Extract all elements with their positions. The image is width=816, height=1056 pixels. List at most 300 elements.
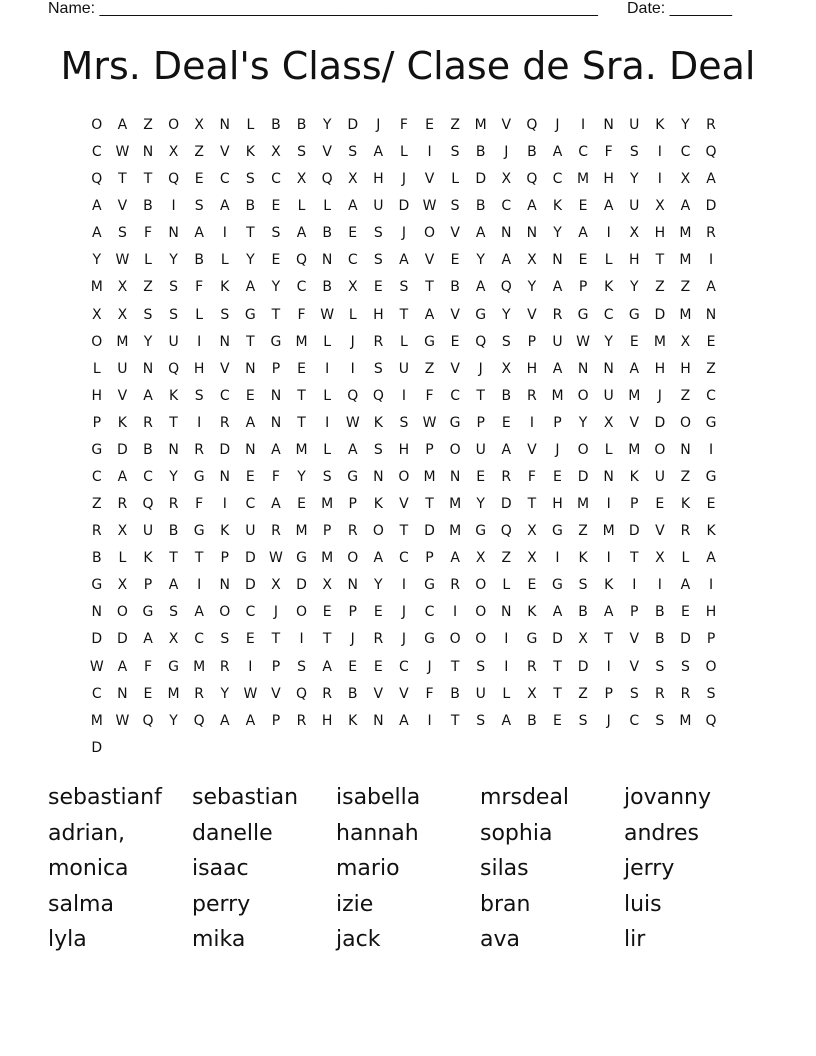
grid-letter: S: [245, 171, 255, 188]
grid-letter: B: [527, 144, 537, 161]
grid-letter: E: [373, 658, 383, 675]
grid-letter: B: [450, 279, 460, 296]
grid-letter: P: [604, 685, 613, 702]
grid-letter: Q: [142, 496, 154, 513]
grid-letter: T: [527, 496, 537, 513]
grid-letter: S: [194, 387, 204, 404]
grid-letter: G: [449, 414, 461, 431]
grid-letter: N: [270, 414, 282, 431]
grid-letter: I: [222, 225, 227, 242]
grid-letter: W: [115, 144, 130, 161]
grid-letter: F: [195, 279, 204, 296]
grid-letter: H: [526, 360, 538, 377]
grid-letter: T: [476, 387, 485, 404]
grid-letter: L: [323, 198, 332, 215]
grid-letter: W: [115, 712, 130, 729]
grid-letter: I: [708, 577, 714, 594]
grid-letter: B: [655, 631, 665, 648]
grid-letter: X: [168, 631, 179, 648]
grid-letter: O: [475, 577, 487, 594]
grid-letter: M: [679, 306, 692, 323]
grid-letter: J: [401, 225, 406, 242]
grid-letter: P: [476, 414, 485, 431]
grid-letter: Z: [143, 279, 153, 296]
grid-letter: G: [244, 306, 256, 323]
grid-letter: X: [527, 550, 537, 567]
grid-letter: J: [555, 441, 560, 458]
grid-letter: X: [527, 685, 537, 702]
grid-letter: Y: [476, 496, 485, 513]
grid-letter: M: [449, 523, 462, 540]
grid-letter: J: [657, 387, 662, 404]
grid-letter: Z: [680, 469, 691, 486]
grid-letter: A: [245, 712, 256, 729]
grid-letter: Z: [194, 144, 204, 161]
grid-letter: K: [604, 279, 614, 296]
grid-letter: K: [680, 496, 691, 513]
grid-letter: E: [681, 604, 690, 621]
grid-letter: X: [501, 171, 512, 188]
grid-letter: Y: [502, 306, 511, 323]
word-list-item: lyla: [48, 927, 87, 952]
grid-letter: S: [655, 658, 665, 675]
grid-letter: L: [348, 306, 357, 323]
grid-letter: V: [399, 496, 409, 513]
grid-letter: X: [117, 577, 128, 594]
grid-letter: V: [629, 414, 640, 431]
word-list-item: mario: [336, 856, 400, 881]
grid-letter: O: [654, 441, 666, 458]
grid-letter: P: [578, 279, 588, 296]
grid-letter: A: [245, 414, 256, 431]
grid-letter: A: [117, 469, 128, 486]
grid-letter: Q: [526, 171, 538, 188]
grid-letter: Z: [424, 360, 435, 377]
grid-letter: P: [271, 360, 281, 377]
grid-letter: N: [91, 604, 103, 621]
grid-letter: U: [373, 198, 384, 215]
grid-letter: I: [197, 414, 202, 431]
word-list-item: mrsdeal: [480, 785, 570, 810]
grid-letter: Y: [143, 333, 153, 350]
grid-letter: X: [168, 144, 179, 161]
grid-letter: X: [603, 414, 614, 431]
grid-letter: X: [117, 306, 128, 323]
grid-letter: B: [143, 198, 153, 215]
grid-letter: A: [475, 225, 486, 242]
grid-letter: V: [629, 631, 640, 648]
grid-letter: G: [296, 550, 307, 567]
grid-letter: T: [246, 333, 255, 350]
word-list-item: hannah: [336, 820, 419, 846]
grid-letter: R: [501, 469, 512, 486]
grid-letter: X: [680, 333, 691, 350]
grid-letter: C: [629, 712, 640, 729]
grid-letter: R: [373, 631, 384, 648]
grid-letter: N: [552, 252, 563, 269]
grid-letter: Z: [92, 496, 102, 513]
grid-letter: T: [425, 279, 434, 296]
grid-letter: M: [116, 333, 129, 350]
word-list-item: ava: [480, 927, 520, 952]
grid-letter: K: [348, 712, 358, 729]
grid-letter: A: [168, 577, 179, 594]
grid-letter: M: [653, 333, 666, 350]
grid-letter: K: [168, 387, 179, 404]
grid-letter: X: [527, 523, 537, 540]
grid-letter: M: [167, 685, 180, 702]
grid-letter: M: [577, 496, 590, 513]
word-list-item: silas: [480, 856, 529, 881]
grid-letter: F: [271, 469, 280, 486]
grid-letter: N: [449, 469, 461, 486]
grid-letter: S: [271, 225, 281, 242]
grid-letter: C: [552, 171, 563, 188]
grid-letter: U: [398, 360, 410, 377]
grid-letter: S: [297, 144, 306, 161]
grid-letter: Y: [604, 333, 613, 350]
grid-letter: X: [680, 171, 691, 188]
grid-letter: U: [142, 523, 154, 540]
grid-letter: N: [526, 225, 538, 242]
grid-letter: C: [603, 306, 614, 323]
grid-letter: Y: [220, 685, 230, 702]
grid-letter: N: [603, 117, 614, 133]
grid-letter: X: [655, 198, 665, 215]
grid-letter: X: [578, 631, 588, 648]
grid-letter: D: [577, 658, 589, 675]
grid-letter: D: [654, 414, 666, 431]
grid-letter: L: [323, 333, 332, 350]
grid-letter: H: [680, 360, 691, 377]
grid-letter: O: [116, 604, 128, 621]
grid-letter: A: [322, 658, 332, 675]
grid-letter: V: [424, 171, 435, 188]
word-list-item: perry: [192, 891, 251, 917]
grid-letter: I: [427, 144, 432, 161]
grid-letter: B: [347, 685, 358, 702]
grid-letter: P: [348, 604, 357, 621]
grid-letter: J: [427, 658, 432, 675]
grid-letter: C: [245, 604, 256, 621]
grid-letter: J: [273, 604, 279, 621]
grid-letter: U: [603, 387, 614, 404]
grid-letter: I: [401, 387, 406, 404]
grid-letter: G: [526, 631, 538, 648]
grid-letter: T: [297, 387, 306, 404]
grid-letter: W: [345, 414, 360, 431]
grid-letter: X: [322, 577, 332, 594]
grid-letter: H: [654, 360, 666, 377]
grid-letter: I: [401, 577, 406, 594]
grid-letter: F: [143, 658, 153, 675]
grid-letter: E: [706, 333, 716, 350]
grid-letter: U: [654, 469, 665, 486]
grid-letter: C: [578, 144, 588, 161]
grid-letter: N: [373, 469, 384, 486]
grid-letter: Q: [500, 523, 512, 540]
grid-letter: W: [422, 414, 437, 431]
grid-letter: L: [246, 117, 255, 133]
grid-letter: O: [475, 631, 487, 648]
grid-letter: X: [117, 279, 128, 296]
grid-letter: I: [581, 117, 586, 133]
grid-letter: M: [321, 496, 334, 513]
grid-letter: G: [270, 333, 282, 350]
grid-letter: I: [299, 631, 304, 648]
grid-letter: E: [322, 604, 332, 621]
grid-letter: I: [453, 604, 458, 621]
grid-letter: Z: [501, 550, 512, 567]
grid-letter: N: [142, 360, 154, 377]
grid-letter: E: [501, 414, 511, 431]
grid-letter: A: [603, 604, 614, 621]
grid-letter: E: [450, 252, 460, 269]
grid-letter: L: [451, 171, 460, 188]
grid-letter: M: [295, 523, 308, 540]
grid-letter: Z: [655, 279, 665, 296]
grid-letter: A: [706, 171, 716, 188]
grid-letter: O: [577, 387, 589, 404]
grid-letter: W: [243, 685, 258, 702]
grid-letter: M: [551, 387, 564, 404]
grid-letter: D: [117, 631, 128, 648]
grid-letter: O: [679, 414, 691, 431]
grid-letter: N: [219, 117, 230, 133]
grid-letter: X: [347, 279, 358, 296]
grid-letter: K: [373, 414, 383, 431]
grid-letter: E: [578, 198, 588, 215]
grid-letter: I: [606, 225, 611, 242]
grid-letter: G: [193, 523, 205, 540]
grid-letter: D: [654, 306, 666, 323]
grid-letter: Q: [168, 360, 180, 377]
grid-letter: Q: [475, 333, 487, 350]
grid-letter: D: [398, 198, 410, 215]
grid-letter: A: [373, 144, 384, 161]
word-list-item: salma: [48, 891, 114, 917]
grid-letter: X: [629, 225, 640, 242]
grid-letter: A: [143, 387, 153, 404]
grid-letter: A: [501, 252, 512, 269]
grid-letter: O: [296, 604, 308, 621]
grid-letter: D: [475, 171, 487, 188]
grid-letter: G: [552, 523, 563, 540]
grid-letter: S: [629, 144, 639, 161]
grid-letter: E: [425, 117, 434, 133]
grid-letter: B: [245, 198, 256, 215]
grid-letter: M: [423, 469, 436, 486]
grid-letter: H: [193, 360, 205, 377]
grid-letter: Z: [143, 117, 153, 133]
grid-letter: V: [219, 360, 230, 377]
word-list-item: bran: [480, 891, 531, 917]
grid-letter: J: [350, 333, 355, 350]
word-list-item: sebastianf: [48, 785, 162, 810]
grid-letter: D: [244, 577, 256, 594]
grid-letter: J: [401, 171, 406, 188]
grid-letter: S: [373, 360, 383, 377]
grid-letter: Y: [681, 117, 690, 133]
grid-letter: I: [555, 550, 560, 567]
grid-letter: B: [655, 604, 665, 621]
grid-letter: J: [401, 631, 406, 648]
grid-letter: S: [220, 306, 230, 323]
grid-letter: A: [578, 225, 588, 242]
grid-letter: C: [424, 604, 435, 621]
word-list-item: mika: [192, 927, 246, 952]
grid-letter: V: [399, 685, 409, 702]
grid-letter: E: [706, 496, 716, 513]
grid-letter: E: [245, 387, 255, 404]
grid-letter: C: [706, 387, 716, 404]
grid-letter: N: [577, 360, 589, 377]
grid-letter: N: [603, 469, 614, 486]
grid-letter: K: [655, 117, 665, 133]
grid-letter: S: [681, 658, 690, 675]
grid-letter: M: [295, 333, 308, 350]
grid-letter: L: [604, 441, 613, 458]
grid-letter: S: [476, 712, 486, 729]
grid-letter: J: [401, 604, 406, 621]
grid-letter: D: [577, 469, 589, 486]
grid-letter: J: [350, 631, 355, 648]
grid-letter: V: [450, 360, 460, 377]
grid-letter: R: [194, 441, 205, 458]
grid-letter: J: [504, 144, 509, 161]
grid-letter: T: [143, 171, 153, 188]
grid-letter: G: [475, 523, 487, 540]
grid-letter: X: [475, 550, 486, 567]
grid-letter: Y: [271, 279, 281, 296]
grid-letter: F: [425, 387, 434, 404]
grid-letter: X: [117, 523, 128, 540]
grid-letter: E: [297, 360, 306, 377]
grid-letter: H: [552, 496, 563, 513]
grid-letter: Y: [578, 414, 588, 431]
grid-letter: V: [450, 306, 460, 323]
grid-letter: V: [373, 685, 384, 702]
grid-letter: A: [399, 252, 409, 269]
grid-letter: E: [194, 171, 204, 188]
grid-letter: L: [297, 198, 306, 215]
grid-letter: A: [424, 306, 435, 323]
grid-letter: S: [373, 225, 383, 242]
grid-letter: L: [604, 252, 613, 269]
grid-letter: D: [219, 441, 231, 458]
grid-letter: I: [325, 414, 330, 431]
grid-letter: E: [476, 469, 486, 486]
grid-letter: Q: [142, 712, 154, 729]
grid-letter: P: [348, 496, 357, 513]
grid-letter: S: [706, 685, 716, 702]
grid-letter: T: [553, 685, 562, 702]
grid-letter: M: [321, 550, 334, 567]
grid-letter: N: [245, 360, 256, 377]
grid-letter: Y: [169, 252, 178, 269]
grid-letter: P: [630, 496, 639, 513]
grid-letter: T: [169, 550, 178, 567]
grid-letter: T: [118, 171, 127, 188]
grid-letter: E: [271, 252, 281, 269]
grid-letter: E: [553, 469, 562, 486]
word-list-item: izie: [336, 891, 374, 917]
grid-letter: I: [632, 577, 637, 594]
grid-letter: S: [194, 198, 204, 215]
grid-letter: X: [527, 252, 537, 269]
grid-letter: H: [373, 306, 384, 323]
grid-letter: I: [657, 577, 662, 594]
grid-letter: R: [706, 225, 716, 242]
grid-letter: M: [628, 387, 641, 404]
word-list-item: monica: [48, 856, 129, 881]
grid-letter: Q: [500, 279, 512, 296]
grid-letter: Y: [476, 252, 485, 269]
grid-letter: D: [500, 496, 512, 513]
grid-letter: A: [92, 198, 102, 215]
grid-letter: E: [373, 279, 383, 296]
grid-letter: M: [628, 441, 641, 458]
grid-letter: Y: [553, 225, 562, 242]
grid-letter: T: [629, 550, 639, 567]
grid-letter: L: [681, 550, 690, 567]
grid-letter: F: [527, 469, 536, 486]
grid-letter: S: [655, 712, 665, 729]
grid-letter: A: [219, 198, 230, 215]
grid-letter: A: [347, 198, 358, 215]
grid-letter: Y: [92, 252, 102, 269]
grid-letter: L: [195, 306, 204, 323]
grid-letter: A: [552, 144, 563, 161]
grid-letter: S: [143, 306, 153, 323]
grid-letter: A: [706, 279, 716, 296]
grid-letter: O: [347, 550, 359, 567]
grid-letter: C: [501, 198, 512, 215]
grid-letter: E: [629, 333, 639, 350]
grid-letter: I: [504, 631, 509, 648]
grid-letter: O: [168, 117, 180, 133]
grid-letter: C: [143, 469, 153, 486]
grid-letter: R: [168, 496, 179, 513]
grid-letter: A: [271, 441, 281, 458]
grid-letter: O: [424, 225, 436, 242]
grid-letter: H: [629, 252, 640, 269]
grid-letter: W: [269, 550, 283, 567]
grid-letter: X: [296, 171, 307, 188]
grid-letter: V: [655, 523, 665, 540]
grid-letter: B: [168, 523, 179, 540]
grid-letter: C: [399, 550, 409, 567]
grid-letter: T: [604, 631, 613, 648]
grid-letter: H: [321, 712, 333, 729]
grid-letter: G: [628, 306, 640, 323]
grid-letter: I: [248, 658, 253, 675]
grid-letter: P: [322, 523, 332, 540]
grid-letter: U: [117, 360, 128, 377]
grid-letter: A: [706, 550, 716, 567]
grid-letter: K: [527, 604, 537, 621]
grid-letter: T: [399, 523, 409, 540]
grid-letter: N: [142, 144, 154, 161]
grid-letter: F: [297, 306, 306, 323]
grid-letter: P: [271, 658, 281, 675]
grid-letter: N: [219, 469, 230, 486]
grid-letter: E: [450, 333, 460, 350]
grid-letter: T: [169, 414, 178, 431]
grid-letter: A: [92, 225, 102, 242]
grid-letter: V: [450, 225, 460, 242]
word-list-item: isabella: [336, 785, 421, 810]
